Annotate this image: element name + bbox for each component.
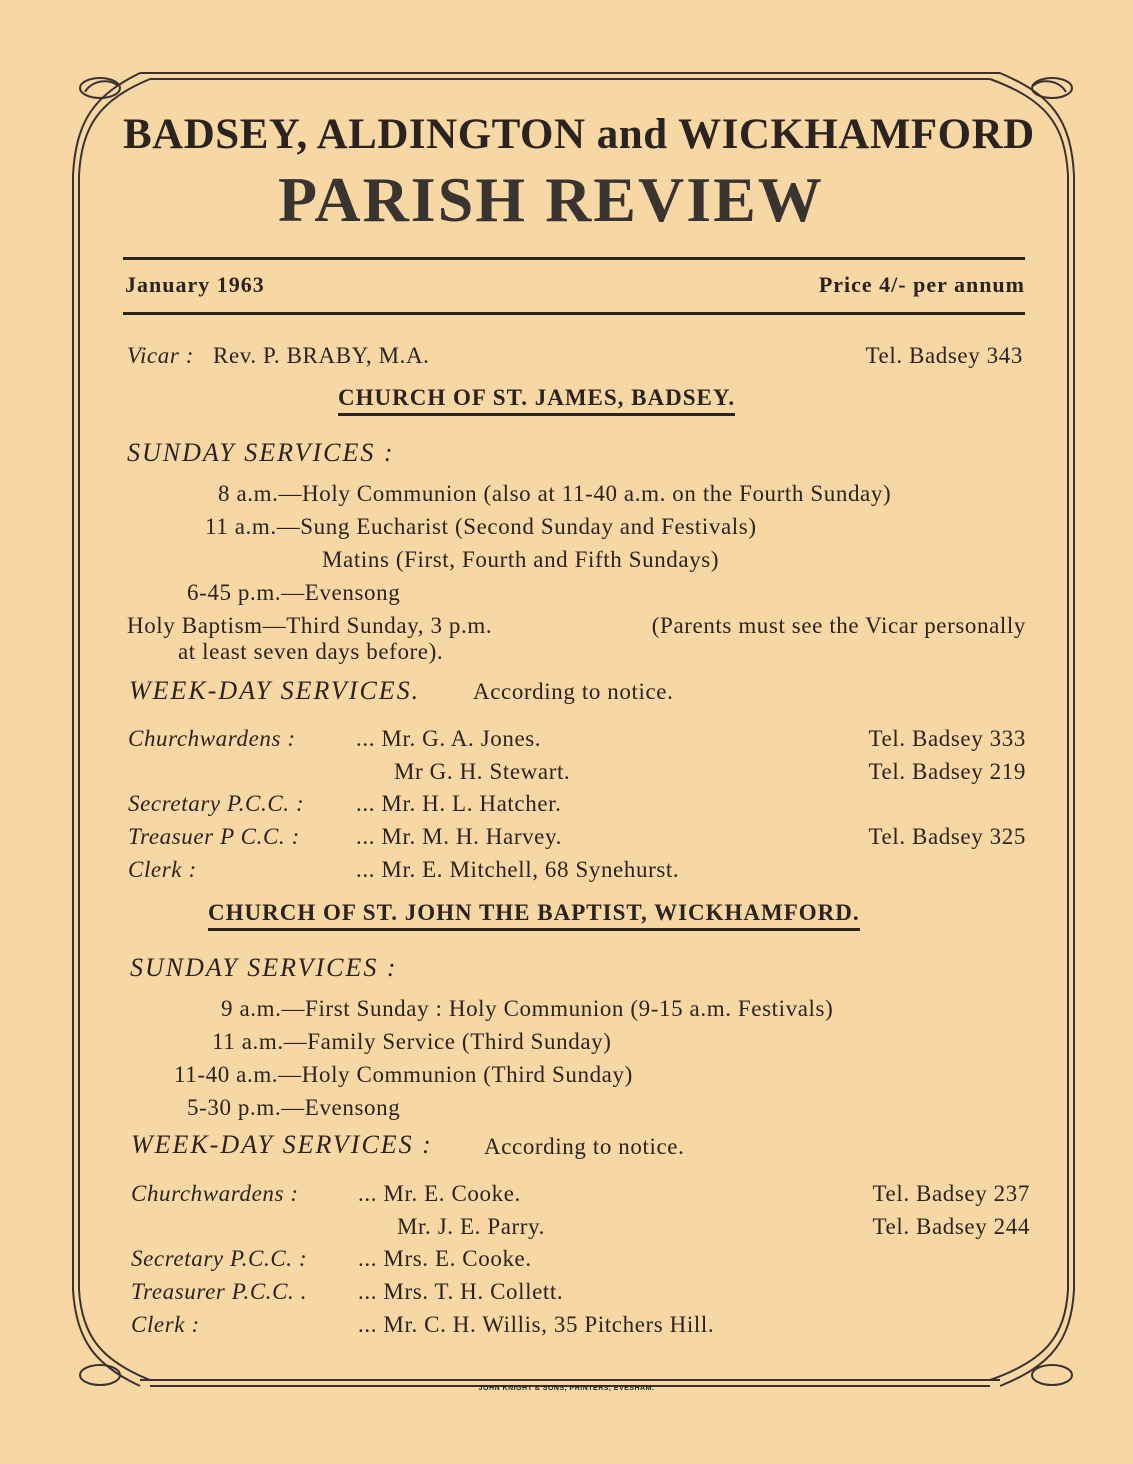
masthead-title: PARISH REVIEW <box>278 164 824 235</box>
badsey-service-line: Matins (First, Fourth and Fifth Sundays) <box>322 547 720 572</box>
officer-role: Churchwardens : <box>131 1181 299 1206</box>
vicar-name: Rev. P. BRABY, M.A. <box>213 343 430 368</box>
officer-name: ... Mr. E. Cooke. <box>358 1181 521 1206</box>
baptism-text: (Parents must see the Vicar personally <box>651 613 1026 638</box>
vicar-label: Vicar : <box>127 343 195 368</box>
officer-name: ... Mrs. E. Cooke. <box>358 1246 532 1271</box>
baptism-text: at least seven days before). <box>178 639 444 664</box>
badsey-weekday-text: According to notice. <box>473 679 674 704</box>
officer-name: Mr G. H. Stewart. <box>394 759 571 784</box>
issue-date: January 1963 <box>125 272 265 297</box>
masthead-rule-top <box>123 257 1025 260</box>
wickhamford-weekday-label: WEEK-DAY SERVICES : <box>131 1130 433 1159</box>
wickhamford-service-line: 11-40 a.m.—Holy Communion (Third Sunday) <box>174 1062 633 1087</box>
masthead-rule-bottom <box>123 312 1025 315</box>
baptism-text: Holy Baptism—Third Sunday, 3 p.m. <box>127 613 493 638</box>
issue-price: Price 4/- per annum <box>818 272 1025 297</box>
wickhamford-service-line: 5-30 p.m.—Evensong <box>187 1095 401 1120</box>
wickhamford-service-line: 9 a.m.—First Sunday : Holy Communion (9-15 a.m. Festivals) <box>221 996 834 1021</box>
officer-role: Clerk : <box>128 857 197 882</box>
badsey-service-line: 6-45 p.m.—Evensong <box>187 580 401 605</box>
officer-name: ... Mr. G. A. Jones. <box>356 726 542 751</box>
officer-role: Treasuer P C.C. : <box>128 824 300 849</box>
badsey-service-line: 8 a.m.—Holy Communion (also at 11-40 a.m. on the Fourth Sunday) <box>218 481 892 506</box>
officer-name: ... Mr. E. Mitchell, 68 Synehurst. <box>356 857 680 882</box>
section-heading-badsey: CHURCH OF ST. JAMES, BADSEY. <box>338 385 735 416</box>
section-heading-wickhamford: CHURCH OF ST. JOHN THE BAPTIST, WICKHAMFORD. <box>208 900 860 931</box>
officer-role: Secretary P.C.C. : <box>131 1246 308 1271</box>
badsey-weekday-label: WEEK-DAY SERVICES. <box>129 676 421 705</box>
wickhamford-weekday-text: According to notice. <box>484 1134 685 1159</box>
vicar-tel: Tel. Badsey 343 <box>865 343 1023 368</box>
officer-role: Churchwardens : <box>128 726 296 751</box>
officer-tel: Tel. Badsey 244 <box>872 1214 1030 1239</box>
officer-role: Clerk : <box>131 1312 200 1337</box>
officer-tel: Tel. Badsey 219 <box>868 759 1026 784</box>
officer-name: Mr. J. E. Parry. <box>397 1214 546 1239</box>
badsey-service-line: 11 a.m.—Sung Eucharist (Second Sunday and Festivals) <box>205 514 757 539</box>
officer-role: Secretary P.C.C. : <box>128 791 305 816</box>
officer-tel: Tel. Badsey 325 <box>868 824 1026 849</box>
officer-tel: Tel. Badsey 237 <box>872 1181 1030 1206</box>
officer-name: ... Mr. H. L. Hatcher. <box>356 791 562 816</box>
officer-role: Treasurer P.C.C. . <box>131 1279 308 1304</box>
badsey-sunday-label: SUNDAY SERVICES : <box>127 438 395 467</box>
wickhamford-sunday-label: SUNDAY SERVICES : <box>130 953 398 982</box>
officer-name: ... Mrs. T. H. Collett. <box>358 1279 564 1304</box>
masthead-parishes: BADSEY, ALDINGTON and WICKHAMFORD <box>123 111 1035 158</box>
officer-tel: Tel. Badsey 333 <box>868 726 1026 751</box>
officer-name: ... Mr. M. H. Harvey. <box>356 824 562 849</box>
officer-name: ... Mr. C. H. Willis, 35 Pitchers Hill. <box>358 1312 715 1337</box>
wickhamford-service-line: 11 a.m.—Family Service (Third Sunday) <box>212 1029 612 1054</box>
printer-imprint: JOHN KNIGHT & SONS, PRINTERS, EVESHAM. <box>478 1385 655 1392</box>
